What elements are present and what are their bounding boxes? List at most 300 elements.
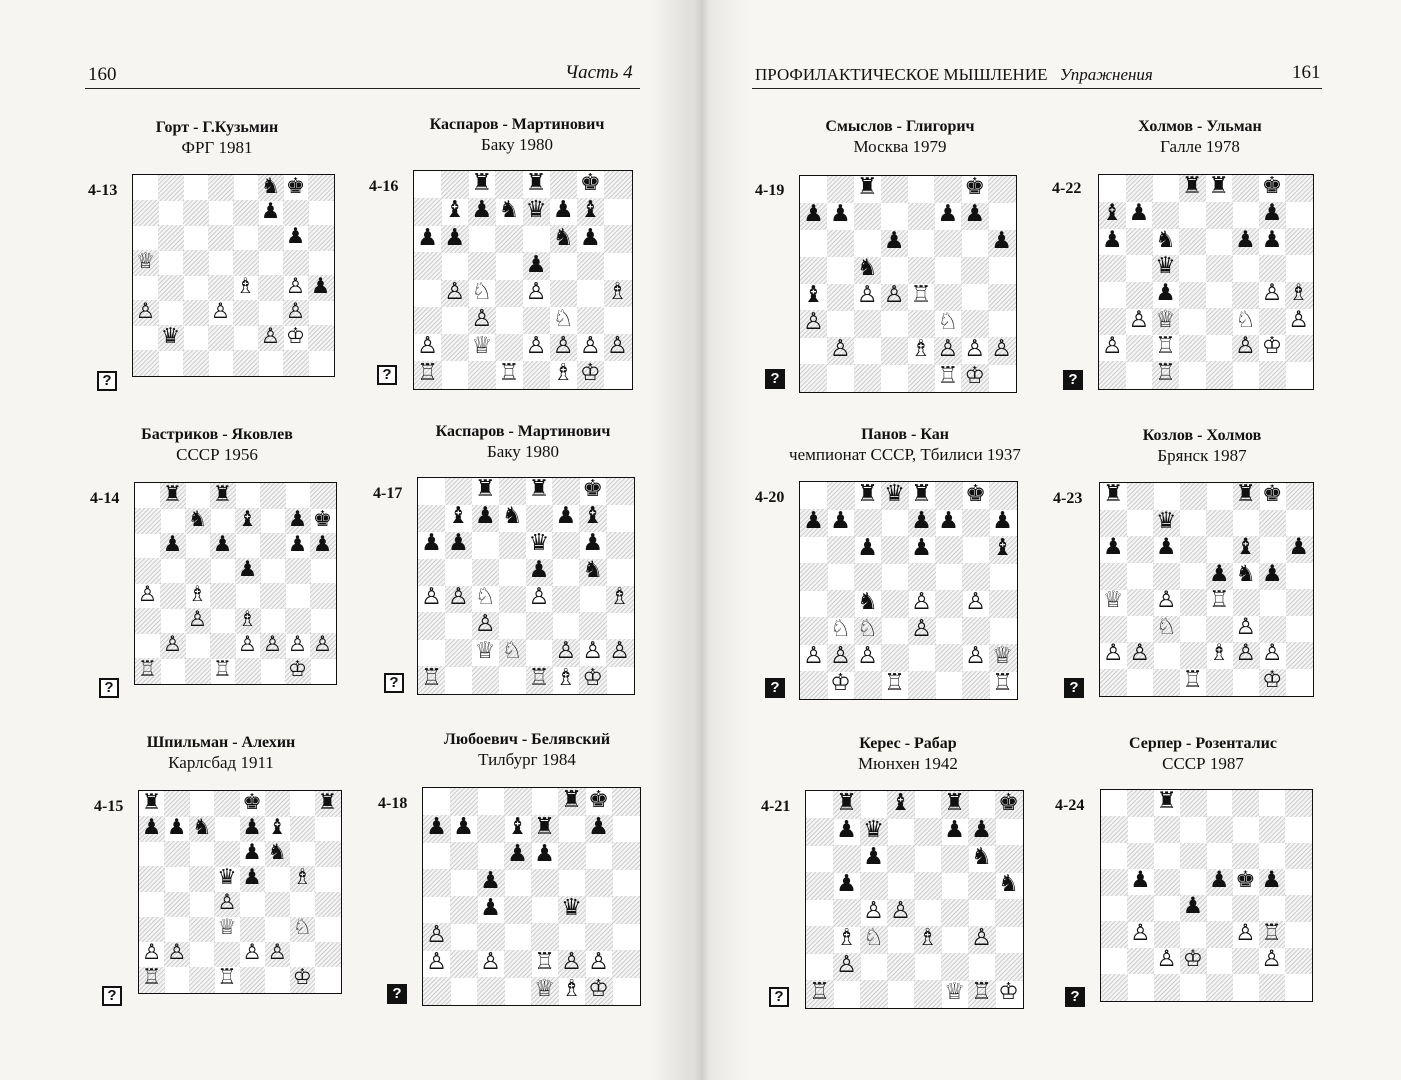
- light-square: [606, 559, 633, 586]
- light-square: [233, 175, 259, 201]
- black-pawn-icon: ♟: [260, 198, 281, 224]
- dark-square: [477, 815, 505, 843]
- light-square: [423, 788, 451, 816]
- black-pawn-icon: ♟: [534, 840, 555, 868]
- white-rook-icon: ♖: [809, 978, 830, 1006]
- black-pawn-icon: ♟: [287, 531, 308, 557]
- light-square: [210, 558, 236, 584]
- light-square: [806, 791, 834, 819]
- dark-square: [531, 869, 559, 897]
- white-pawn-icon: ♙: [1261, 945, 1282, 972]
- light-square: [1233, 510, 1260, 537]
- dark-square: [210, 633, 236, 659]
- white-pawn-icon: ♙: [217, 889, 237, 915]
- light-square: [934, 257, 961, 284]
- dark-square: [441, 171, 469, 199]
- chess-board: [805, 790, 1024, 1009]
- light-square: [164, 866, 190, 892]
- light-square: [235, 583, 261, 609]
- dark-square: [1127, 948, 1154, 975]
- black-pawn-icon: ♟: [507, 840, 528, 868]
- white-knight-icon: ♘: [292, 915, 312, 941]
- dark-square: [1259, 616, 1286, 643]
- light-square: [265, 967, 291, 993]
- light-square: [285, 483, 311, 509]
- dark-square: [1233, 589, 1260, 616]
- diagram-event: Москва 1979: [853, 137, 947, 156]
- light-square: [604, 307, 632, 335]
- black-knight-icon: ♞: [187, 506, 208, 532]
- light-square: [827, 257, 854, 284]
- white-knight-icon: ♘: [471, 277, 493, 305]
- dark-square: [995, 953, 1023, 981]
- white-pawn-icon: ♙: [135, 298, 156, 324]
- black-king-icon: ♚: [965, 480, 986, 508]
- dark-square: [860, 872, 888, 900]
- light-square: [860, 791, 888, 819]
- white-pawn-icon: ♙: [167, 940, 187, 966]
- dark-square: [908, 203, 935, 230]
- white-pawn-icon: ♙: [525, 277, 547, 305]
- dark-square: [1285, 843, 1312, 870]
- light-square: [988, 257, 1015, 284]
- light-square: [558, 815, 586, 843]
- black-pawn-icon: ♟: [1155, 279, 1176, 306]
- dark-square: [495, 334, 523, 362]
- light-square: [260, 558, 286, 584]
- light-square: [160, 508, 186, 534]
- dark-square: [1101, 816, 1128, 843]
- black-to-move-question-icon: ?: [1064, 678, 1084, 698]
- dark-square: [1100, 563, 1127, 590]
- light-square: [800, 230, 827, 257]
- white-pawn-icon: ♙: [1128, 306, 1150, 333]
- dark-square: [499, 478, 526, 505]
- diagram-title: [750, 117, 1050, 157]
- light-square: [290, 942, 316, 968]
- dark-square: [941, 845, 969, 873]
- white-bishop-icon: ♗: [187, 581, 208, 607]
- dark-square: [290, 816, 316, 842]
- black-rook-icon: ♜: [944, 789, 965, 817]
- diagram-title: [1053, 734, 1353, 774]
- light-square: [1126, 361, 1153, 388]
- light-square: [989, 563, 1017, 591]
- light-square: [423, 896, 451, 924]
- black-king-icon: ♚: [582, 476, 604, 503]
- dark-square: [1127, 536, 1154, 563]
- chess-board: [422, 787, 641, 1006]
- dark-square: [495, 225, 523, 253]
- black-king-icon: ♚: [579, 169, 601, 197]
- light-square: [1153, 642, 1180, 669]
- dark-square: [283, 250, 309, 276]
- light-square: [1285, 974, 1312, 1001]
- black-pawn-icon: ♟: [480, 894, 501, 922]
- black-pawn-icon: ♟: [212, 531, 233, 557]
- page-number-right: 161: [1292, 62, 1321, 83]
- white-pawn-icon: ♙: [1129, 640, 1150, 667]
- white-pawn-icon: ♙: [162, 631, 183, 657]
- light-square: [1259, 895, 1286, 922]
- dark-square: [265, 892, 291, 918]
- dark-square: [423, 869, 451, 897]
- white-pawn-icon: ♙: [552, 332, 574, 360]
- light-square: [308, 300, 334, 326]
- light-square: [315, 967, 341, 993]
- black-pawn-icon: ♟: [1209, 867, 1230, 894]
- white-king-icon: ♔: [830, 669, 851, 697]
- light-square: [604, 252, 632, 280]
- light-square: [881, 364, 908, 391]
- dark-square: [606, 478, 633, 505]
- dark-square: [135, 558, 161, 584]
- dark-square: [208, 175, 234, 201]
- white-queen-icon: ♕: [471, 332, 493, 360]
- light-square: [827, 364, 854, 391]
- dark-square: [934, 176, 961, 203]
- diagram-players: Горт - Г.Кузьмин: [155, 119, 279, 136]
- dark-square: [418, 505, 445, 532]
- black-pawn-icon: ♟: [582, 530, 604, 557]
- black-king-icon: ♚: [1235, 867, 1256, 894]
- light-square: [290, 892, 316, 918]
- black-queen-icon: ♛: [863, 816, 884, 844]
- white-bishop-icon: ♗: [237, 606, 258, 632]
- dark-square: [133, 350, 159, 376]
- white-pawn-icon: ♙: [965, 588, 986, 616]
- dark-square: [585, 923, 613, 951]
- light-square: [260, 608, 286, 634]
- black-pawn-icon: ♟: [830, 507, 851, 535]
- white-bishop-icon: ♗: [561, 975, 582, 1003]
- diagram-title: [71, 733, 371, 773]
- diagram-number: 4-15: [94, 798, 124, 815]
- dark-square: [1154, 974, 1181, 1001]
- dark-square: [1152, 202, 1179, 229]
- dark-square: [308, 325, 334, 351]
- white-rook-icon: ♖: [417, 359, 439, 387]
- black-pawn-icon: ♟: [911, 534, 932, 562]
- light-square: [1180, 974, 1207, 1001]
- diagram-event: Карлсбад 1911: [168, 753, 274, 772]
- dark-square: [827, 230, 854, 257]
- black-pawn-icon: ♟: [803, 507, 824, 535]
- dark-square: [208, 275, 234, 301]
- white-bishop-icon: ♗: [836, 924, 857, 952]
- white-knight-icon: ♘: [857, 615, 878, 643]
- dark-square: [1099, 361, 1126, 388]
- light-square: [310, 658, 336, 684]
- dark-square: [806, 872, 834, 900]
- light-square: [935, 671, 963, 699]
- black-rook-icon: ♜: [317, 789, 338, 815]
- dark-square: [504, 950, 532, 978]
- black-pawn-icon: ♟: [471, 196, 493, 224]
- diagram-number: 4-19: [755, 182, 785, 199]
- light-square: [418, 639, 445, 666]
- black-pawn-icon: ♟: [1262, 560, 1283, 587]
- dark-square: [258, 225, 284, 251]
- white-pawn-icon: ♙: [1235, 640, 1256, 667]
- white-pawn-icon: ♙: [471, 304, 493, 332]
- diagram-title: [1050, 117, 1350, 157]
- white-rook-icon: ♖: [884, 669, 905, 697]
- dark-square: [139, 866, 165, 892]
- black-to-move-question-icon: ?: [765, 678, 785, 698]
- light-square: [800, 590, 828, 618]
- black-rook-icon: ♜: [1235, 481, 1256, 508]
- light-square: [258, 350, 284, 376]
- diagram-event: Баку 1980: [480, 135, 554, 154]
- chess-board: [1099, 482, 1314, 697]
- diagram-title: [755, 425, 1055, 465]
- dark-square: [185, 558, 211, 584]
- light-square: [995, 926, 1023, 954]
- light-square: [968, 899, 996, 927]
- dark-square: [577, 307, 605, 335]
- light-square: [887, 926, 915, 954]
- light-square: [612, 869, 640, 897]
- black-rook-icon: ♜: [162, 481, 183, 507]
- diagram-number: 4-22: [1052, 180, 1082, 197]
- white-pawn-icon: ♙: [965, 642, 986, 670]
- diagram-title: [1052, 426, 1352, 466]
- white-king-icon: ♔: [588, 975, 609, 1003]
- black-king-icon: ♚: [1261, 173, 1283, 200]
- dark-square: [612, 896, 640, 924]
- diagram-players: Каспаров - Мартинович: [435, 423, 611, 440]
- light-square: [612, 923, 640, 951]
- dark-square: [450, 788, 478, 816]
- black-king-icon: ♚: [964, 174, 986, 201]
- black-pawn-icon: ♟: [310, 273, 331, 299]
- light-square: [183, 175, 209, 201]
- dark-square: [214, 942, 240, 968]
- black-pawn-icon: ♟: [426, 813, 447, 841]
- light-square: [935, 617, 963, 645]
- light-square: [531, 896, 559, 924]
- light-square: [1206, 843, 1233, 870]
- black-pawn-icon: ♟: [242, 864, 262, 890]
- light-square: [552, 612, 579, 639]
- dark-square: [477, 923, 505, 951]
- black-pawn-icon: ♟: [588, 813, 609, 841]
- light-square: [988, 203, 1015, 230]
- dark-square: [914, 872, 942, 900]
- black-pawn-icon: ♟: [555, 503, 577, 530]
- black-knight-icon: ♞: [501, 503, 523, 530]
- dark-square: [1154, 816, 1181, 843]
- white-pawn-icon: ♙: [606, 332, 628, 360]
- light-square: [414, 280, 442, 308]
- black-queen-icon: ♛: [528, 530, 550, 557]
- dark-square: [1179, 228, 1206, 255]
- diagram-number: 4-23: [1053, 490, 1083, 507]
- black-bishop-icon: ♝: [507, 813, 528, 841]
- black-pawn-icon: ♟: [1182, 893, 1203, 920]
- dark-square: [308, 175, 334, 201]
- dark-square: [1127, 589, 1154, 616]
- black-rook-icon: ♜: [856, 174, 878, 201]
- dark-square: [800, 257, 827, 284]
- diagram-number: 4-17: [373, 485, 403, 502]
- black-bishop-icon: ♝: [267, 814, 287, 840]
- white-pawn-icon: ♙: [588, 948, 609, 976]
- dark-square: [418, 612, 445, 639]
- dark-square: [214, 841, 240, 867]
- dark-square: [1286, 642, 1313, 669]
- white-pawn-icon: ♙: [242, 940, 262, 966]
- white-pawn-icon: ♙: [911, 615, 932, 643]
- running-head-right-text: ПРОФИЛАКТИЧЕСКОЕ МЫШЛЕНИЕ: [755, 65, 1048, 84]
- light-square: [1179, 202, 1206, 229]
- dark-square: [1126, 282, 1153, 309]
- black-pawn-icon: ♟: [1156, 534, 1177, 561]
- light-square: [1206, 536, 1233, 563]
- light-square: [1206, 948, 1233, 975]
- black-knight-icon: ♞: [1235, 560, 1256, 587]
- white-pawn-icon: ♙: [447, 583, 469, 610]
- black-king-icon: ♚: [588, 786, 609, 814]
- diagram-players: Панов - Кан: [861, 426, 949, 443]
- diagram-event: чемпионат СССР, Тбилиси 1937: [789, 445, 1021, 464]
- black-pawn-icon: ♟: [836, 816, 857, 844]
- dark-square: [1180, 483, 1207, 510]
- white-to-move-question-icon: ?: [102, 986, 122, 1006]
- dark-square: [260, 483, 286, 509]
- white-pawn-icon: ♙: [561, 948, 582, 976]
- white-pawn-icon: ♙: [285, 298, 306, 324]
- dark-square: [472, 559, 499, 586]
- white-rook-icon: ♖: [217, 965, 237, 991]
- light-square: [1101, 843, 1128, 870]
- white-knight-icon: ♘: [863, 924, 884, 952]
- white-rook-icon: ♖: [534, 948, 555, 976]
- light-square: [1232, 974, 1259, 1001]
- black-pawn-icon: ♟: [911, 507, 932, 535]
- black-knight-icon: ♞: [552, 223, 574, 251]
- light-square: [135, 483, 161, 509]
- chess-board: [1100, 789, 1313, 1002]
- dark-square: [887, 953, 915, 981]
- dark-square: [935, 590, 963, 618]
- black-knight-icon: ♞: [856, 255, 878, 281]
- white-pawn-icon: ♙: [1102, 333, 1123, 360]
- black-pawn-icon: ♟: [242, 814, 262, 840]
- dark-square: [854, 203, 881, 230]
- black-pawn-icon: ♟: [528, 557, 550, 583]
- black-pawn-icon: ♟: [237, 556, 258, 582]
- light-square: [1179, 361, 1206, 388]
- running-head-right: [755, 65, 1153, 85]
- dark-square: [1232, 175, 1259, 202]
- black-pawn-icon: ♟: [242, 839, 262, 865]
- white-queen-icon: ♕: [534, 975, 555, 1003]
- white-pawn-icon: ♙: [525, 332, 547, 360]
- dark-square: [881, 590, 909, 618]
- diagram-title: [373, 422, 673, 462]
- light-square: [260, 508, 286, 534]
- light-square: [235, 533, 261, 559]
- page-number-left: 160: [88, 64, 117, 85]
- diagram-event: Галле 1978: [1160, 137, 1240, 156]
- white-king-icon: ♔: [1182, 945, 1203, 972]
- light-square: [315, 816, 341, 842]
- light-square: [133, 325, 159, 351]
- light-square: [887, 980, 915, 1008]
- dark-square: [1154, 869, 1181, 896]
- light-square: [941, 872, 969, 900]
- dark-square: [1206, 255, 1233, 282]
- dark-square: [1180, 843, 1207, 870]
- dark-square: [450, 950, 478, 978]
- dark-square: [1126, 228, 1153, 255]
- dark-square: [1099, 255, 1126, 282]
- black-bishop-icon: ♝: [579, 196, 601, 224]
- white-pawn-icon: ♙: [480, 948, 501, 976]
- dark-square: [1126, 335, 1153, 362]
- light-square: [1127, 974, 1154, 1001]
- dark-square: [450, 896, 478, 924]
- dark-square: [606, 532, 633, 559]
- dark-square: [1101, 869, 1128, 896]
- diagram-number: 4-13: [88, 182, 118, 199]
- dark-square: [827, 590, 855, 618]
- light-square: [1286, 563, 1313, 590]
- dark-square: [995, 899, 1023, 927]
- black-pawn-icon: ♟: [444, 223, 466, 251]
- light-square: [414, 171, 442, 199]
- dark-square: [1206, 616, 1233, 643]
- white-rook-icon: ♖: [1209, 587, 1230, 614]
- dark-square: [585, 869, 613, 897]
- dark-square: [265, 791, 291, 817]
- dark-square: [1100, 510, 1127, 537]
- black-pawn-icon: ♟: [1288, 534, 1309, 561]
- dark-square: [1206, 510, 1233, 537]
- white-rook-icon: ♖: [937, 362, 959, 389]
- dark-square: [189, 917, 215, 943]
- dark-square: [961, 257, 988, 284]
- dark-square: [133, 200, 159, 226]
- black-knight-icon: ♞: [582, 557, 604, 583]
- black-pawn-icon: ♟: [312, 531, 333, 557]
- light-square: [445, 559, 472, 586]
- dark-square: [1127, 483, 1154, 510]
- black-pawn-icon: ♟: [447, 530, 469, 557]
- light-square: [606, 666, 633, 693]
- light-square: [1206, 282, 1233, 309]
- black-king-icon: ♚: [998, 789, 1019, 817]
- dark-square: [833, 845, 861, 873]
- black-to-move-question-icon: ?: [1065, 987, 1085, 1007]
- black-king-icon: ♚: [242, 789, 262, 815]
- light-square: [164, 917, 190, 943]
- diagram-number: 4-24: [1055, 797, 1085, 814]
- white-pawn-icon: ♙: [609, 637, 630, 664]
- white-knight-icon: ♘: [830, 615, 851, 643]
- black-queen-icon: ♛: [561, 894, 582, 922]
- black-pawn-icon: ♟: [453, 813, 474, 841]
- dark-square: [1180, 589, 1207, 616]
- dark-square: [164, 892, 190, 918]
- white-pawn-icon: ♙: [262, 631, 283, 657]
- dark-square: [235, 658, 261, 684]
- black-pawn-icon: ♟: [991, 228, 1012, 255]
- white-queen-icon: ♕: [1155, 306, 1176, 333]
- dark-square: [468, 361, 496, 389]
